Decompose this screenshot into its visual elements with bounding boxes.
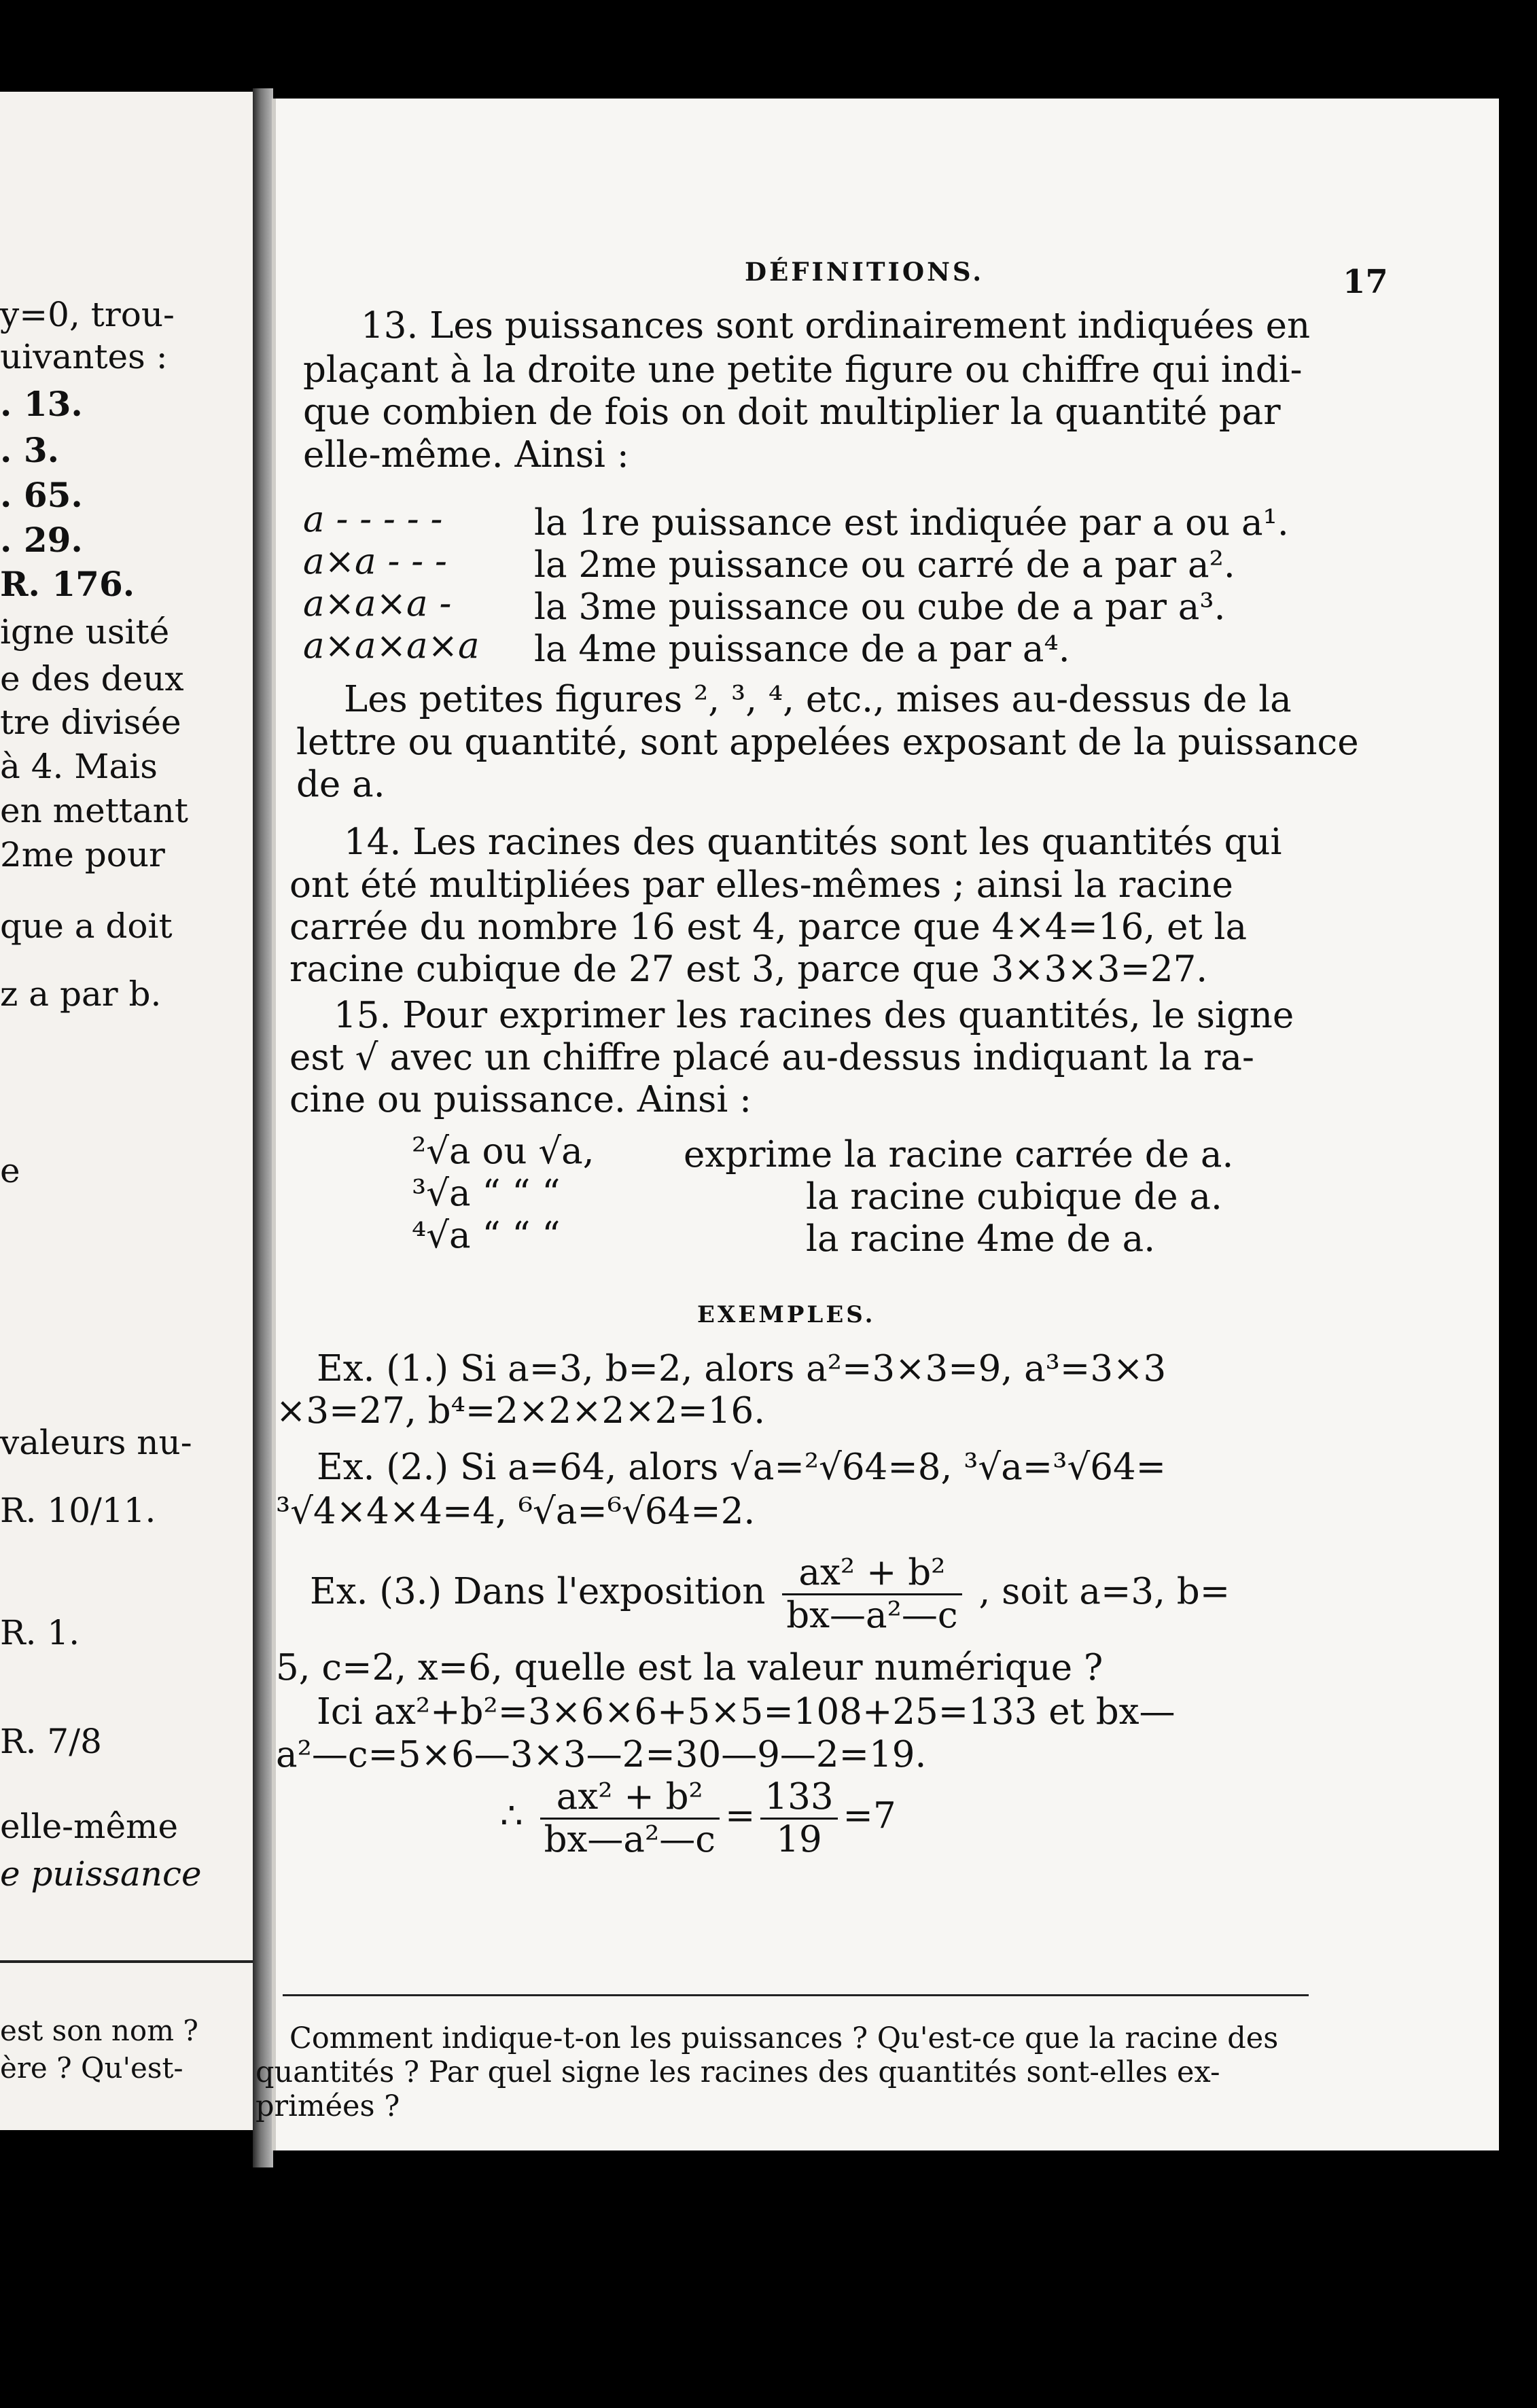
examples-heading: EXEMPLES.	[697, 1301, 876, 1328]
ex1-line: ×3=27, b⁴=2×2×2×2=16.	[276, 1390, 766, 1432]
running-title: DÉFINITIONS.	[745, 257, 985, 287]
p14-line: 14. Les racines des quantités sont les quantités qui	[344, 821, 1282, 863]
root-expr: ²√a ou √a,	[412, 1131, 595, 1172]
question-line: Comment indique-t-on les puissances ? Qu'est-ce que la racine des	[289, 2021, 1279, 2055]
left-question-line: ère ? Qu'est-	[0, 2051, 183, 2085]
p15-line: 15. Pour exprimer les racines des quantités, le signe	[334, 995, 1294, 1036]
left-line: y=0, trou-	[0, 295, 175, 334]
power-expr: a×a×a×a	[303, 625, 480, 667]
ex3-result-denominator: 19	[776, 1819, 822, 1860]
left-line: elle-même	[0, 1807, 179, 1846]
p14-line: ont été multipliées par elles-mêmes ; ainsi la racine	[289, 864, 1233, 906]
root-text: la racine cubique de a.	[806, 1176, 1222, 1218]
power-text: la 3me puissance ou cube de a par a³.	[534, 586, 1226, 628]
root-expr: ³√a “ “ “	[412, 1173, 561, 1214]
p13b-line: de a.	[296, 764, 385, 805]
ex3-intro-line	[310, 1553, 1230, 1636]
p13-line: elle-même. Ainsi :	[303, 434, 629, 476]
ex3-line2: 5, c=2, x=6, quelle est la valeur numérique ?	[276, 1647, 1103, 1688]
ex3-fraction	[782, 1553, 961, 1636]
ex3-result-line: ∴ $\frac{\text{ax² + b²}}{\text{bx—a²—c}}$ = $\frac{133}{19}$ =7	[500, 1776, 896, 1860]
left-line: R. 7/8	[0, 1722, 102, 1761]
ex2-line: ³√4×4×4=4, ⁶√a=⁶√64=2.	[276, 1491, 756, 1532]
ex3-result-fraction-right	[760, 1777, 837, 1860]
left-line: . 29.	[0, 520, 83, 560]
left-page-fragment	[0, 92, 255, 2130]
ex3-intro: Ex. (3.) Dans l'exposition	[310, 1571, 766, 1612]
left-line: . 65.	[0, 475, 83, 515]
left-line: valeurs nu-	[0, 1423, 192, 1462]
left-line: z a par b.	[0, 974, 162, 1014]
left-line: à 4. Mais	[0, 747, 158, 786]
power-expr: a×a - - -	[303, 541, 447, 582]
p13b-line: Les petites figures ², ³, ⁴, etc., mises au-dessus de la	[344, 679, 1292, 720]
left-line: en mettant	[0, 791, 188, 830]
p14-line: racine cubique de 27 est 3, parce que 3×3×3=27.	[289, 949, 1208, 990]
p14-line: carrée du nombre 16 est 4, parce que 4×4=16, et la	[289, 906, 1248, 948]
ex3-result-fraction-left	[540, 1777, 720, 1860]
ex3-calc-line: Ici ax²+b²=3×6×6+5×5=108+25=133 et bx—	[317, 1691, 1176, 1733]
power-text: la 1re puissance est indiquée par a ou a¹.	[534, 502, 1289, 544]
left-line: R. 176.	[0, 564, 135, 604]
ex3-fraction-numerator: ax² + b²	[782, 1553, 961, 1595]
left-divider	[0, 1960, 253, 1963]
ex3-fraction-denominator: bx—a²—c	[786, 1595, 958, 1636]
power-text: la 2me puissance ou carré de a par a².	[534, 544, 1235, 586]
power-expr: a×a×a -	[303, 583, 452, 624]
p15-line: est √ avec un chiffre placé au-dessus indiquant la ra-	[289, 1037, 1254, 1078]
ex3-result-numerator: 133	[760, 1777, 837, 1820]
ex1-line: Ex. (1.) Si a=3, b=2, alors a²=3×3=9, a³=3×3	[317, 1348, 1167, 1389]
footnote-divider	[283, 1994, 1309, 1996]
p13-line: que combien de fois on doit multiplier la quantité par	[303, 391, 1281, 433]
ex3-calc-line: a²—c=5×6—3×3—2=30—9—2=19.	[276, 1734, 927, 1775]
ex3-result-left-numerator: ax² + b²	[540, 1777, 720, 1820]
root-text: exprime la racine carrée de a.	[684, 1134, 1234, 1175]
root-text: la racine 4me de a.	[806, 1218, 1156, 1260]
power-text: la 4me puissance de a par a⁴.	[534, 628, 1070, 670]
ex3-result-value: =7	[843, 1795, 896, 1837]
question-line: primées ?	[255, 2089, 400, 2123]
therefore-sign: ∴	[500, 1795, 523, 1837]
question-line: quantités ? Par quel signe les racines des quantités sont-elles ex-	[255, 2055, 1220, 2089]
root-expr: ⁴√a “ “ “	[412, 1215, 561, 1256]
left-line: . 3.	[0, 430, 60, 470]
ex3-result-left-denominator: bx—a²—c	[544, 1819, 716, 1860]
left-line: R. 10/11.	[0, 1491, 156, 1530]
left-line: uivantes :	[0, 337, 168, 376]
p13-line: plaçant à la droite une petite figure ou chiffre qui indi-	[303, 349, 1303, 391]
ex2-line: Ex. (2.) Si a=64, alors √a=²√64=8, ³√a=³√64=	[317, 1447, 1167, 1488]
p13-line: 13. Les puissances sont ordinairement indiquées en	[361, 305, 1311, 347]
left-question-line: est son nom ?	[0, 2014, 198, 2047]
p13b-line: lettre ou quantité, sont appelées exposant de la puissance	[296, 722, 1359, 763]
left-line: 2me pour	[0, 835, 165, 874]
left-line: tre divisée	[0, 703, 181, 742]
left-line: R. 1.	[0, 1613, 80, 1652]
power-expr: a - - - - -	[303, 499, 443, 540]
left-line: e	[0, 1151, 20, 1190]
ex3-after: , soit a=3, b=	[978, 1571, 1231, 1612]
right-page	[255, 99, 1499, 2150]
left-line: e puissance	[0, 1854, 202, 1894]
page-number: 17	[1343, 263, 1388, 301]
left-line: igne usité	[0, 612, 170, 652]
p15-line: cine ou puissance. Ainsi :	[289, 1079, 752, 1120]
left-line: e des deux	[0, 659, 184, 698]
book-gutter	[253, 88, 273, 2167]
left-line: que a doit	[0, 906, 173, 946]
left-line: . 13.	[0, 384, 83, 424]
